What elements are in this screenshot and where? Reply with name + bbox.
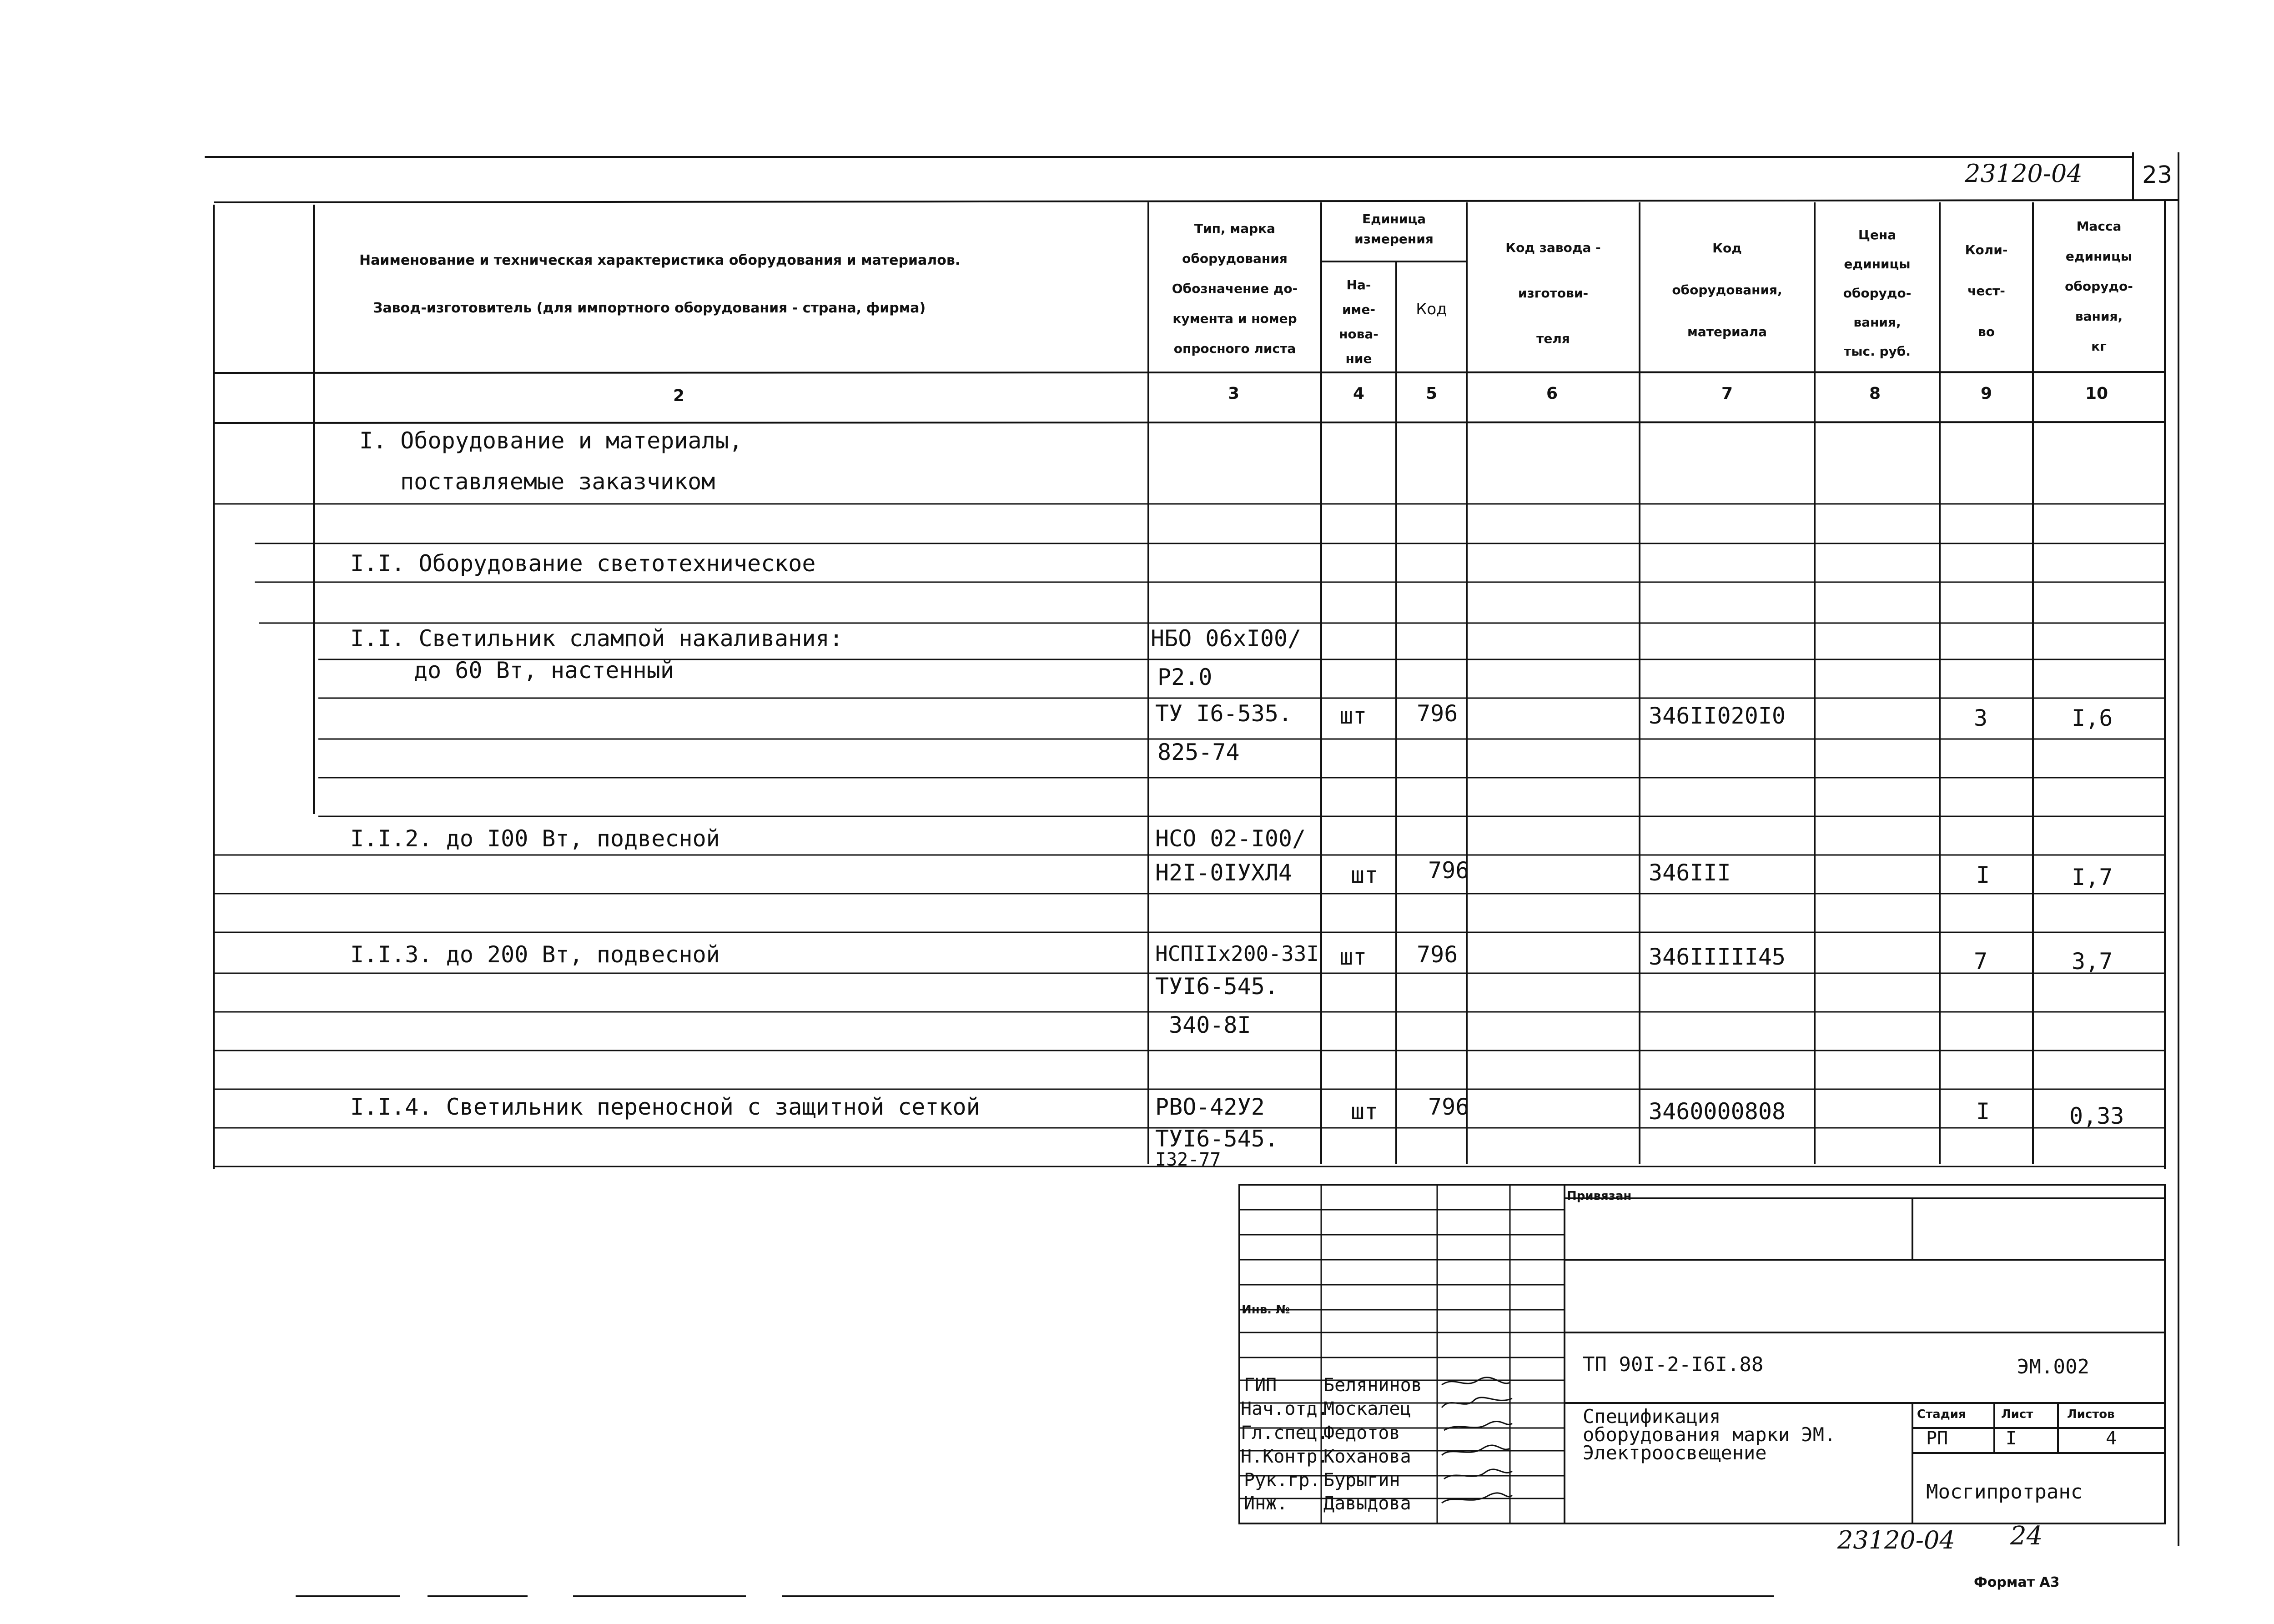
header-col9: Коли- чест- во: [1965, 242, 2008, 339]
colnum-10: 10: [2085, 384, 2108, 403]
header-col5: Код: [1416, 300, 1447, 318]
sig-role: Нач.отд.: [1241, 1398, 1328, 1419]
row-mark: I32-77: [1155, 1151, 1221, 1166]
header-col2-line1: Наименование и техническая характеристика оборудования и материалов.: [359, 252, 961, 268]
bottom-page-number: 24: [2010, 1521, 2043, 1551]
row-name: I.I.2. до I00 Вт, подвесной: [350, 825, 720, 852]
row-name: I.I. Оборудование светотехническое: [350, 550, 816, 577]
top-doc-code: 23120-04: [1965, 159, 2083, 188]
tb-stage: РП: [1926, 1428, 1948, 1449]
row-name: I.I.4. Светильник переносной с защитной сеткой: [350, 1094, 980, 1120]
bottom-doc-code: 23120-04: [1837, 1526, 1955, 1554]
row-mark: НСПIIх200-33I: [1155, 941, 1319, 966]
header-col3: Тип, марка оборудования Обозначение до- кумента и номер опросного листа: [1172, 221, 1298, 356]
row-qty: I: [1976, 1098, 1990, 1125]
signature-scribbles: [1437, 1373, 1514, 1523]
header-col8: Цена единицы оборудо- вания, тыс. руб.: [1843, 227, 1912, 359]
row-mark: 340-8I: [1169, 1012, 1251, 1038]
row-mark: РВО-42У2: [1155, 1094, 1265, 1120]
header-col7: Код оборудования, материала: [1672, 241, 1782, 339]
row-name: I.I.3. до 200 Вт, подвесной: [350, 941, 720, 968]
colnum-8: 8: [1869, 384, 1881, 403]
row-name: поставляемые заказчиком: [400, 468, 715, 495]
tb-sheet: I: [2006, 1428, 2017, 1449]
sig-role: Инж.: [1244, 1493, 1288, 1514]
row-material: 346III: [1649, 860, 1731, 886]
sig-name: Давыдова: [1323, 1493, 1411, 1514]
row-code: 796: [1428, 857, 1469, 884]
row-mark: НБО 06хI00/: [1151, 625, 1302, 652]
row-unit: шт: [1351, 1098, 1378, 1125]
tb-inv: Инв. №: [1242, 1303, 1290, 1317]
row-mark: НСО 02-I00/: [1155, 825, 1306, 852]
tb-mark: ЭМ.002: [2017, 1355, 2089, 1378]
sig-role: Гл.спец.: [1241, 1423, 1328, 1443]
row-unit: шт: [1339, 944, 1367, 970]
sig-name: Федотов: [1323, 1423, 1400, 1443]
tb-stage-label: Стадия: [1917, 1408, 1966, 1421]
header-col10: Масса единицы оборудо- вания, кг: [2065, 219, 2133, 354]
row-material: 3460000808: [1649, 1098, 1786, 1125]
sig-role: Рук.гр.: [1244, 1470, 1321, 1491]
tb-privyazan: Привязан: [1567, 1189, 1632, 1203]
colnum-5: 5: [1426, 384, 1438, 403]
row-mass: I,6: [2072, 705, 2113, 731]
page-number: 23: [2142, 161, 2173, 189]
colnum-7: 7: [1721, 384, 1733, 403]
row-material: 346II020I0: [1649, 703, 1786, 729]
row-mark: 825-74: [1157, 739, 1240, 765]
row-mark: Р2.0: [1157, 664, 1212, 690]
row-mark: ТУ I6-535.: [1155, 700, 1293, 727]
row-qty: I: [1976, 862, 1990, 888]
sig-role: ГИП: [1244, 1375, 1277, 1396]
header-col6: Код завода - изготови- теля: [1505, 240, 1601, 346]
sig-name: Бурыгин: [1323, 1470, 1400, 1491]
sig-name: Москалец: [1323, 1398, 1411, 1419]
row-mass: 3,7: [2072, 948, 2113, 975]
colnum-3: 3: [1228, 384, 1240, 403]
row-mark: ТУI6-545.: [1155, 973, 1278, 1000]
row-name: I. Оборудование и материалы,: [359, 427, 743, 454]
row-mark: ТУI6-545.: [1155, 1126, 1278, 1152]
row-mass: I,7: [2072, 864, 2113, 890]
format-label: Формат А3: [1974, 1574, 2060, 1590]
colnum-4: 4: [1353, 384, 1365, 403]
tb-org: Мосгипротранс: [1926, 1480, 2083, 1503]
tb-doc-code: ТП 90I-2-I6I.88: [1583, 1353, 1764, 1376]
colnum-2: 2: [673, 387, 685, 405]
row-unit: шт: [1351, 862, 1378, 888]
row-qty: 7: [1974, 948, 1988, 975]
row-name: I.I. Светильник слампой накаливания:: [350, 625, 843, 652]
header-col4: На- име- нова- ние: [1339, 277, 1378, 366]
row-material: 346IIIII45: [1649, 944, 1786, 970]
row-mass: 0,33: [2069, 1103, 2124, 1129]
colnum-9: 9: [1981, 384, 1992, 403]
header-col2-line2: Завод-изготовитель (для импортного оборудования - страна, фирма): [373, 300, 926, 316]
row-qty: 3: [1974, 705, 1988, 731]
sig-name: Коханова: [1323, 1446, 1411, 1467]
tb-sheets: 4: [2106, 1428, 2117, 1449]
row-code: 796: [1417, 941, 1458, 968]
row-unit: шт: [1339, 703, 1367, 729]
row-code: 796: [1417, 700, 1458, 727]
colnum-6: 6: [1546, 384, 1558, 403]
tb-sheet-label: Лист: [2001, 1408, 2033, 1421]
header-unit-group: Единица измерения: [1354, 211, 1434, 246]
sig-name: Белянинов: [1323, 1375, 1422, 1396]
tb-sheets-label: Листов: [2067, 1408, 2115, 1421]
row-name: до 60 Вт, настенный: [414, 657, 674, 684]
tb-title: Спецификация оборудования марки ЭМ. Электроосвещение: [1583, 1405, 1836, 1464]
row-mark: Н2I-0IУХЛ4: [1155, 860, 1293, 886]
row-code: 796: [1428, 1094, 1469, 1120]
sig-role: Н.Контр.: [1241, 1446, 1328, 1467]
